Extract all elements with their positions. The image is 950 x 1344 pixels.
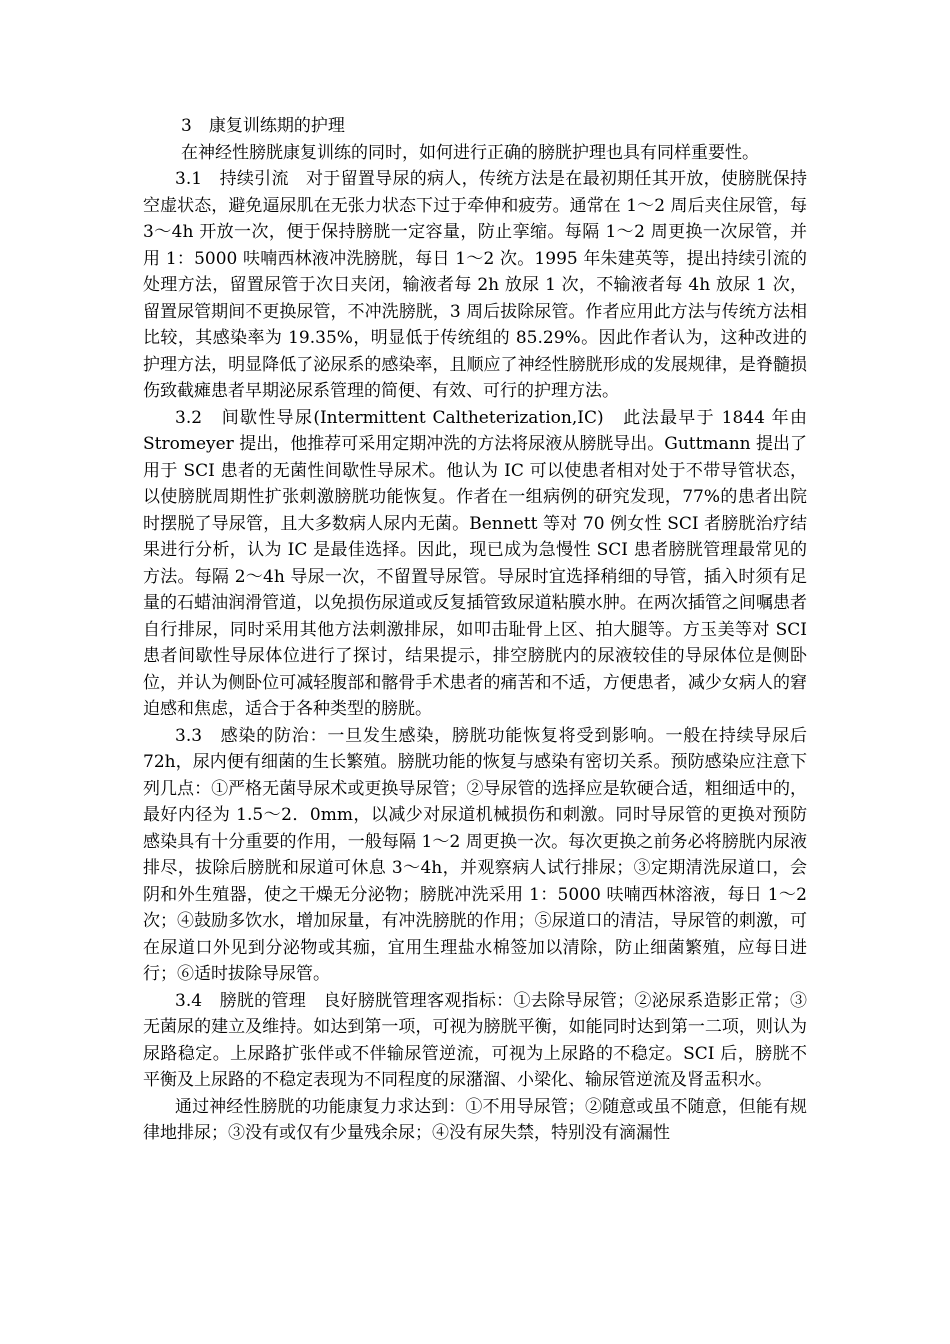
paragraph-3-2: 3.2 间歇性导尿(Intermittent Caltheterization,IC) 此法最早于 1844 年由 Stromeyer 提出，他推荐可采用定期冲洗的方法将尿液从膀胱导出。Guttmann 提出了用于 SCI 患者的无菌性间歇性导尿术。他认为 IC 可以使患者相对处于不带导管状态，以使膀胱周期性扩张刺激膀胱功能恢复。作者在一组病例的研究发现，77%的患者出院时摆脱了导尿管，且大多数病人尿内无菌。Bennett 等对 70 例女性 SCI 者膀胱治疗结果进行分析，认为 IC 是最佳选择。因此，现已成为急慢性 SCI 患者膀胱管理最常见的方法。每隔 2～4h 导尿一次，不留置导尿管。导尿时宜选择稍细的导管，插入时须有足量的石蜡油润滑管道，以免损伤尿道或反复插管致尿道粘膜水肿。在两次插管之间嘱患者自行排尿，同时采用其他方法刺激排尿，如叩击耻骨上区、拍大腿等。方玉美等对 SCI 患者间歇性导尿体位进行了探讨，结果提示，排空膀胱内的尿液较佳的导尿体位是侧卧位，并认为侧卧位可减轻腹部和髂骨手术患者的痛苦和不适，方便患者，减少女病人的窘迫感和焦虑，适合于各种类型的膀胱。 [143, 407, 807, 719]
paragraph-3-1: 3.1 持续引流 对于留置导尿的病人，传统方法是在最初期任其开放，使膀胱保持空虚状态，避免逼尿肌在无张力状态下过于牵伸和疲劳。通常在 1～2 周后夹住尿管，每 3～4h 开放一次，便于保持膀胱一定容量，防止挛缩。每隔 1～2 周更换一次尿管，并用 1：5000 呋喃西林液冲洗膀胱，每日 1～2 次。1995 年朱建英等，提出持续引流的处理方法，留置尿管于次日夹闭，输液者每 2h 放尿 1 次，不输液者每 4h 放尿 1 次，留置尿管期间不更换尿管，不冲洗膀胱，3 周后拔除尿管。作者应用此方法与传统方法相比较，其感染率为 19.35%，明显低于传统组的 85.29%。因此作者认为，这种改进的护理方法，明显降低了泌尿系的感染率，且顺应了神经性膀胱形成的发展规律，是脊髓损伤致截瘫患者早期泌尿系管理的简便、有效、可行的护理方法。 [143, 169, 807, 401]
intro-paragraph: 在神经性膀胱康复训练的同时，如何进行正确的膀胱护理也具有同样重要性。 [181, 142, 759, 163]
paragraph-3-4: 3.4 膀胱的管理 良好膀胱管理客观指标：①去除导尿管；②泌尿系造影正常；③无菌尿的建立及维持。如达到第一项，可视为膀胱平衡，如能同时达到第一二项，则认为尿路稳定。上尿路扩张伴或不伴输尿管逆流，可视为上尿路的不稳定。SCI 后，膀胱不平衡及上尿路的不稳定表现为不同程度的尿潴溜、小梁化、输尿管逆流及肾盂积水。 [143, 990, 807, 1090]
document-body [143, 113, 807, 1147]
paragraph-3-3: 3.3 感染的防治：一旦发生感染，膀胱功能恢复将受到影响。一般在持续导尿后 72h，尿内便有细菌的生长繁殖。膀胱功能的恢复与感染有密切关系。预防感染应注意下列几点：①严格无菌导尿术或更换导尿管；②导尿管的选择应是软硬合适，粗细适中的，最好内径为 1.5～2．0mm，以减少对尿道机械损伤和刺激。同时导尿管的更换对预防感染具有十分重要的作用，一般每隔 1～2 周更换一次。每次更换之前务必将膀胱内尿液排尽，拔除后膀胱和尿道可休息 3～4h，并观察病人试行排尿；③定期清洗尿道口，会阴和外生殖器，使之干燥无分泌物；膀胱冲洗采用 1：5000 呋喃西林溶液，每日 1～2 次；④鼓励多饮水，增加尿量，有冲洗膀胱的作用；⑤尿道口的清洁，导尿管的刺激，可在尿道口外见到分泌物或其痂，宜用生理盐水棉签加以清除，防止细菌繁殖，应每日进行；⑥适时拔除导尿管。 [143, 725, 807, 984]
section-heading: 3 康复训练期的护理 [181, 116, 345, 136]
paragraph-goals: 通过神经性膀胱的功能康复力求达到：①不用导尿管；②随意或虽不随意，但能有规律地排尿；③没有或仅有少量残余尿；④没有尿失禁，特别没有滴漏性 [143, 1096, 807, 1143]
